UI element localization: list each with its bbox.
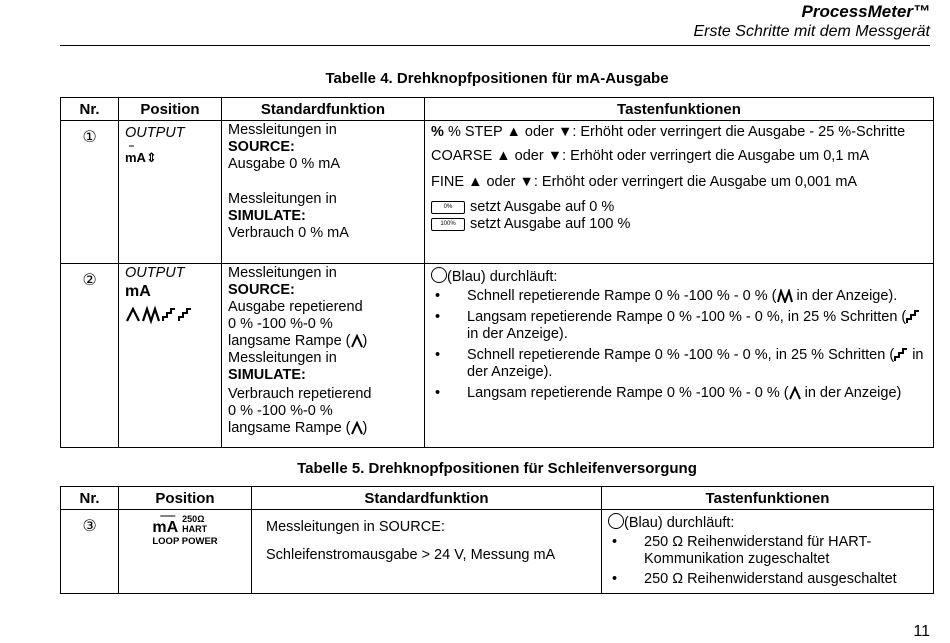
std-text: SOURCE:: [228, 139, 295, 155]
down-arrow-icon: ▼: [547, 148, 563, 164]
table5-caption: Tabelle 5. Drehknopfpositionen für Schleifenversorgung: [297, 460, 697, 477]
std-text: Ausgabe repetierend: [228, 299, 363, 315]
table-row: [61, 510, 934, 594]
t4-header-keys: Tastenfunktionen: [425, 98, 934, 121]
key-coarse: COARSE ▲ oder ▼: Erhöht oder verringert die Ausgabe um 0,1 mA: [431, 148, 870, 164]
t5-header-standard: Standardfunktion: [252, 487, 602, 510]
std-text: langsame Rampe ( ): [228, 333, 368, 349]
key-0-percent: 0% setzt Ausgabe auf 0 %: [431, 199, 927, 216]
list-item: • Schnell repetierende Rampe 0 % -100 % - 0 %, in 25 % Schritten ( in der Anzeige).: [435, 347, 924, 380]
down-arrow-icon: ▼: [557, 124, 573, 140]
t5-header-nr: Nr.: [61, 487, 119, 510]
table4-caption: Tabelle 4. Drehknopfpositionen für mA-Ausgabe: [325, 70, 669, 87]
list-item: • 250 Ω Reihenwiderstand ausgeschaltet: [612, 571, 897, 587]
up-arrow-icon: ▲: [468, 174, 483, 190]
row-number: ③: [61, 510, 119, 594]
product-name: ProcessMeter™: [801, 2, 930, 21]
key-step: % % STEP ▲ oder ▼: Erhöht oder verringert die Ausgabe - 25 %-Schritte: [431, 124, 906, 140]
up-arrow-icon: ▲: [506, 124, 521, 140]
std-text: Messleitungen in: [228, 350, 337, 366]
std-text: Messleitungen in: [228, 122, 337, 138]
std-text: Schleifenstromausgabe > 24 V, Messung mA: [266, 547, 556, 563]
ohm-label: 250Ω: [182, 514, 205, 524]
blue-button-icon: [608, 513, 624, 529]
loop-power-symbol: ═══ mA 250Ω HART LOOP POWER: [119, 510, 252, 594]
t5-header-keys: Tastenfunktionen: [602, 487, 934, 510]
slow-ramp-icon: [789, 386, 801, 400]
table4: [60, 97, 934, 448]
std-text: SIMULATE:: [228, 367, 306, 383]
list-item: • Langsam repetierende Rampe 0 % -100 % - 0 %, in 25 % Schritten ( in der Anzeige).: [431, 309, 927, 343]
std-text: Verbrauch repetierend: [228, 386, 372, 402]
key-100-percent: 100% setzt Ausgabe auf 100 %: [431, 216, 927, 233]
keys-intro: (Blau) durchläuft:: [608, 513, 927, 532]
ma-symbol-text: mA: [152, 519, 179, 536]
std-text: 0 % -100 %-0 %: [228, 403, 333, 419]
slow-step-icon: [906, 310, 920, 324]
std-text: Verbrauch 0 % mA: [228, 225, 349, 241]
key-0-icon: 0%: [431, 201, 465, 214]
slow-ramp-icon: [351, 334, 363, 348]
list-item: • Schnell repetierende Rampe 0 % -100 % - 0 % ( in der Anzeige).: [435, 288, 898, 304]
key-100-icon: 100%: [431, 218, 465, 231]
table5: [60, 486, 934, 594]
std-text: SOURCE:: [228, 282, 295, 298]
up-down-icon: ⇕: [145, 150, 157, 165]
page-header: [693, 2, 930, 42]
list-item: • Langsam repetierende Rampe 0 % -100 % - 0 % ( in der Anzeige): [435, 385, 902, 401]
t5-header-position: Position: [119, 487, 252, 510]
key-fine: FINE ▲ oder ▼: Erhöht oder verringert die Ausgabe um 0,001 mA: [431, 174, 858, 190]
list-item: • 250 Ω Reihenwiderstand für HART-Kommunikation zugeschaltet: [612, 534, 872, 567]
std-text: Messleitungen in SOURCE:: [266, 519, 445, 535]
header-rule: [60, 45, 930, 46]
section-title: Erste Schritte mit dem Messgerät: [693, 23, 930, 40]
hart-label: HART: [182, 524, 208, 534]
table-row: [61, 121, 934, 264]
ramp-waveform-icon: [125, 305, 195, 325]
std-text: Messleitungen in: [228, 265, 337, 281]
position-label: OUTPUT: [125, 265, 185, 281]
t4-header-nr: Nr.: [61, 98, 119, 121]
std-text: 0 % -100 %-0 %: [228, 316, 333, 332]
table-row: [61, 264, 934, 448]
std-text: Messleitungen in: [228, 191, 337, 207]
up-arrow-icon: ▲: [496, 148, 511, 164]
ma-symbol: mA: [125, 283, 151, 300]
slow-ramp-icon: [351, 421, 363, 435]
blue-button-icon: [431, 267, 447, 283]
t4-header-standard: Standardfunktion: [222, 98, 425, 121]
fast-step-icon: [894, 348, 908, 362]
row-number: ②: [61, 264, 119, 448]
position-label: OUTPUT: [125, 125, 185, 141]
std-text: langsame Rampe ( ): [228, 420, 368, 436]
loop-power-label: LOOP POWER: [152, 536, 218, 547]
keys-intro: (Blau) durchläuft:: [431, 267, 927, 286]
fast-ramp-icon: [777, 289, 793, 303]
ma-symbol-text: mA: [125, 150, 146, 165]
down-arrow-icon: ▼: [519, 174, 534, 190]
ma-symbol: ═ mA⇕: [125, 143, 157, 165]
std-text: Ausgabe 0 % mA: [228, 156, 341, 172]
t4-header-position: Position: [119, 98, 222, 121]
page-number: 11: [913, 623, 930, 640]
std-text: SIMULATE:: [228, 208, 306, 224]
row-number: ①: [61, 121, 119, 264]
